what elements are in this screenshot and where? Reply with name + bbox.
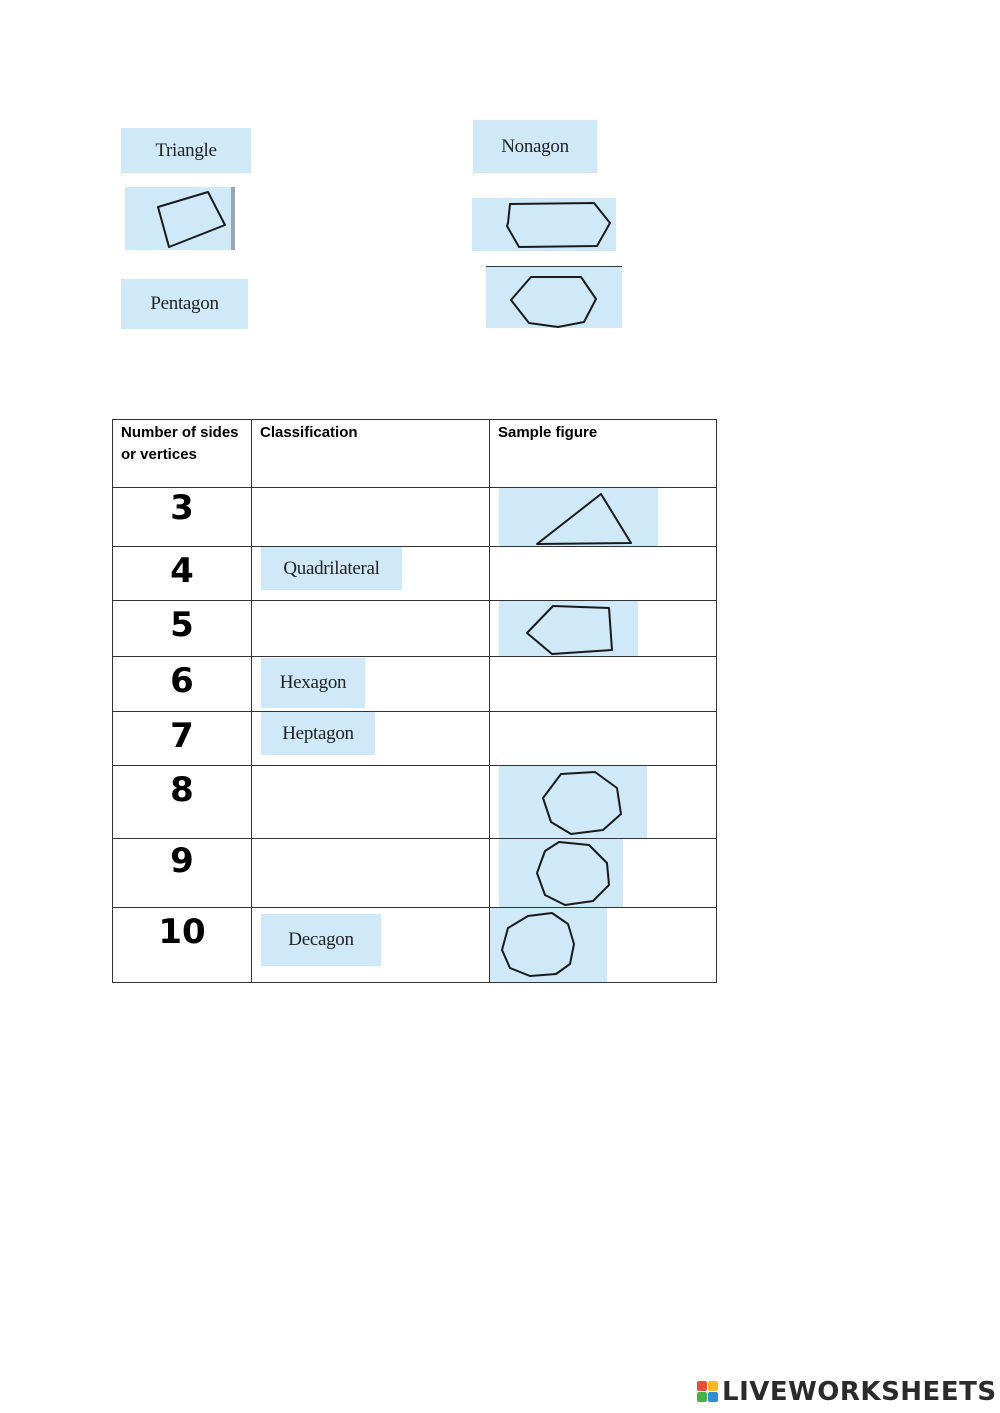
decagon-figure-card[interactable] [490,908,607,982]
sample-cell [490,908,717,983]
sample-drop-zone[interactable] [490,547,717,601]
table-row [113,839,717,908]
sample-cell [490,839,717,908]
nonagon-figure-card[interactable] [499,839,623,907]
sample-cell [490,601,717,657]
header-sample: Sample figure [490,420,717,488]
decagon-shape [490,908,607,982]
classification-drop-zone[interactable] [252,839,490,908]
table-row [113,766,717,839]
table-row [113,547,717,601]
sides-count: 3 [113,488,252,547]
table-row [113,908,717,983]
liveworksheets-logo [697,1377,997,1407]
sides-count: 7 [113,712,252,766]
nonagon-shape [499,839,623,907]
classification-cell [252,657,490,712]
classification-drop-zone[interactable] [252,488,490,547]
heptagon-word-card[interactable] [261,712,375,755]
pentagon-shape [499,601,638,656]
header-classification: Classification [252,420,490,488]
table-header-row [113,420,717,488]
header-sides: Number of sides or vertices [113,420,252,488]
decagon-word-card[interactable] [261,914,381,966]
sides-count: 8 [113,766,252,839]
heptagon-figure-card[interactable] [486,266,622,328]
octagon-figure-card[interactable] [499,766,647,838]
hexagon-shape [472,198,616,251]
table-row [113,712,717,766]
logo-square-blue [708,1392,718,1402]
nonagon-word-card[interactable] [473,120,597,173]
sides-count: 9 [113,839,252,908]
quadrilateral-label: Quadrilateral [283,557,380,579]
table-row [113,488,717,547]
sample-drop-zone[interactable] [490,712,717,766]
triangle-shape [499,488,658,546]
decagon-label: Decagon [288,929,354,950]
sides-count: 4 [113,547,252,601]
pentagon-figure-card[interactable] [499,601,638,656]
classification-drop-zone[interactable] [252,766,490,839]
sides-count: 5 [113,601,252,657]
heptagon-label: Heptagon [282,722,354,744]
heptagon-shape [486,267,622,328]
triangle-figure-card[interactable] [499,488,658,546]
hexagon-word-card[interactable] [261,658,365,708]
classification-cell [252,908,490,983]
classification-cell [252,712,490,766]
hexagon-label: Hexagon [279,672,347,693]
sides-count: 6 [113,657,252,712]
table-row [113,657,717,712]
classification-cell [252,547,490,601]
hexagon-figure-card[interactable] [472,198,616,251]
classification-drop-zone[interactable] [252,601,490,657]
table-row [113,601,717,657]
logo-text: LIVEWORKSHEETS [722,1377,997,1407]
triangle-label: Triangle [155,139,217,161]
quadrilateral-shape [125,187,235,250]
logo-square-yellow [708,1381,718,1391]
sample-drop-zone[interactable] [490,657,717,712]
sample-cell [490,766,717,839]
sides-count: 10 [113,908,252,983]
logo-square-green [697,1392,707,1402]
nonagon-label: Nonagon [501,135,569,157]
liveworksheets-logo-icon [697,1381,719,1403]
classification-table [112,419,717,983]
octagon-shape [499,766,647,838]
sample-cell [490,488,717,547]
logo-square-red [697,1381,707,1391]
pentagon-label: Pentagon [150,293,219,314]
pentagon-word-card[interactable] [121,279,248,329]
quadrilateral-figure-card[interactable] [125,187,235,250]
quadrilateral-word-card[interactable] [261,547,402,590]
triangle-word-card[interactable] [121,128,251,173]
